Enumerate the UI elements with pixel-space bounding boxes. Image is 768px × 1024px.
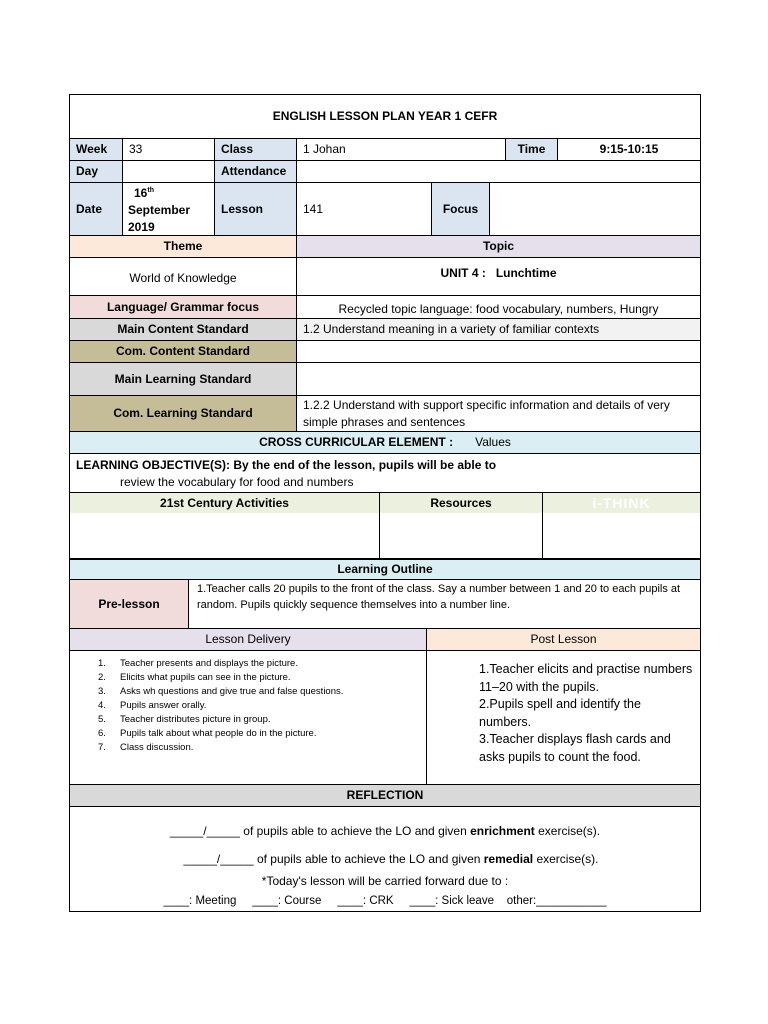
main-learning-row bbox=[70, 362, 700, 395]
main-learning-value bbox=[296, 363, 700, 395]
lesson-value: 141 bbox=[296, 183, 431, 235]
date-day: 16 bbox=[134, 186, 148, 200]
step-number: 5. bbox=[98, 714, 106, 725]
delivery-step bbox=[98, 657, 426, 671]
language-focus-row bbox=[70, 295, 700, 318]
theme-value: World of Knowledge bbox=[129, 271, 237, 285]
attendance-value bbox=[296, 161, 700, 182]
lesson-plan-table bbox=[69, 94, 701, 912]
com-content-value bbox=[296, 341, 700, 362]
delivery-step bbox=[98, 741, 426, 755]
topic-label: Topic bbox=[296, 236, 700, 257]
main-content-label: Main Content Standard bbox=[70, 319, 296, 340]
resources-value bbox=[379, 513, 542, 558]
delivery-step bbox=[98, 713, 426, 727]
step-text: Elicits what pupils can see in the picture. bbox=[120, 672, 291, 683]
time-label: Time bbox=[505, 139, 557, 160]
delivery-body bbox=[70, 650, 700, 784]
ithink-label: i-THINK bbox=[542, 493, 700, 513]
post-lesson-label: Post Lesson bbox=[426, 629, 700, 650]
com-content-row bbox=[70, 340, 700, 362]
page-title: ENGLISH LESSON PLAN YEAR 1 CEFR bbox=[272, 109, 498, 123]
language-focus-label: Language/ Grammar focus bbox=[70, 296, 296, 318]
day-label: Day bbox=[70, 161, 122, 182]
step-text: Teacher presents and displays the picture. bbox=[120, 658, 298, 669]
delivery-step bbox=[98, 699, 426, 713]
theme-topic-values bbox=[70, 257, 700, 295]
focus-value bbox=[489, 183, 700, 235]
reflection-text: exercise(s). bbox=[534, 824, 601, 838]
step-text: Class discussion. bbox=[120, 742, 194, 753]
resources-label: Resources bbox=[379, 493, 542, 513]
attendance-label: Attendance bbox=[214, 161, 296, 182]
c21-activities-value bbox=[70, 513, 379, 558]
step-text: Teacher distributes picture in group. bbox=[120, 714, 271, 725]
main-content-row bbox=[70, 318, 700, 340]
cross-curricular bbox=[70, 432, 700, 453]
pre-lesson-label: Pre-lesson bbox=[70, 580, 188, 628]
com-learning-row bbox=[70, 395, 700, 431]
pre-lesson-row bbox=[70, 579, 700, 628]
theme-label: Theme bbox=[70, 236, 296, 257]
c21-activities-label: 21st Century Activities bbox=[70, 493, 379, 513]
reflection-header bbox=[70, 784, 700, 806]
theme-topic-header bbox=[70, 235, 700, 257]
com-learning-label: Com. Learning Standard bbox=[70, 396, 296, 431]
reflection-label: REFLECTION bbox=[70, 785, 700, 806]
step-number: 7. bbox=[98, 742, 106, 753]
reflection-enrichment bbox=[70, 823, 700, 851]
learning-outline-label: Learning Outline bbox=[70, 560, 700, 579]
com-learning-value: 1.2.2 Understand with support specific information and details of very simple phrases and sentences bbox=[296, 396, 700, 431]
enrichment-label: enrichment bbox=[470, 824, 535, 838]
main-learning-label: Main Learning Standard bbox=[70, 363, 296, 395]
post-lesson-line: 1.Teacher elicits and practise numbers 11–20 with the pupils. bbox=[479, 662, 693, 694]
reflection-text: _____/_____ of pupils able to achieve the LO and given bbox=[183, 852, 484, 866]
step-number: 4. bbox=[98, 700, 106, 711]
week-label: Week bbox=[70, 139, 122, 160]
reflection-reasons: ____: Meeting ____: Course ____: CRK ____: Sick leave other:___________ bbox=[163, 895, 607, 907]
language-focus-value: Recycled topic language: food vocabulary, numbers, Hungry bbox=[296, 296, 700, 318]
post-lesson-text bbox=[426, 651, 700, 784]
step-text: Asks wh questions and give true and false questions. bbox=[120, 686, 344, 697]
delivery-header bbox=[70, 628, 700, 650]
lesson-label: Lesson bbox=[214, 183, 296, 235]
delivery-step bbox=[98, 727, 426, 741]
date-label: Date bbox=[70, 183, 122, 235]
objectives-row bbox=[70, 453, 700, 492]
ithink-value bbox=[542, 513, 700, 558]
date-month: September bbox=[128, 203, 191, 217]
title-row bbox=[70, 95, 700, 138]
step-text: Pupils answer orally. bbox=[120, 700, 207, 711]
reflection-content bbox=[70, 807, 700, 911]
reflection-text: exercise(s). bbox=[533, 852, 599, 866]
post-lesson-line: 2.Pupils spell and identify the numbers. bbox=[479, 697, 641, 729]
day-row bbox=[70, 160, 700, 182]
week-value: 33 bbox=[122, 139, 214, 160]
com-content-label: Com. Content Standard bbox=[70, 341, 296, 362]
date-value bbox=[122, 183, 214, 235]
lesson-delivery-label: Lesson Delivery bbox=[70, 629, 426, 650]
delivery-step bbox=[98, 685, 426, 699]
step-number: 3. bbox=[98, 686, 106, 697]
reflection-body bbox=[70, 806, 700, 911]
reflection-text: _____/_____ of pupils able to achieve the LO and given bbox=[169, 824, 471, 838]
cross-curricular-label: CROSS CURRICULAR ELEMENT : bbox=[259, 435, 454, 449]
objectives-label: LEARNING OBJECTIVE(S): By the end of the lesson, pupils will be able to bbox=[76, 458, 497, 472]
topic-value: UNIT 4 : Lunchtime bbox=[296, 258, 700, 295]
pre-lesson-text: 1.Teacher calls 20 pupils to the front of the class. Say a number between 1 and 20 to each pupils at random. Pupils quickly sequence themselves into a number line. bbox=[188, 580, 700, 628]
remedial-label: remedial bbox=[483, 852, 534, 866]
learning-outline-row bbox=[70, 558, 700, 579]
step-number: 1. bbox=[98, 658, 106, 669]
step-number: 6. bbox=[98, 728, 106, 739]
step-number: 2. bbox=[98, 672, 106, 683]
date-row bbox=[70, 182, 700, 235]
activities-body bbox=[70, 513, 700, 558]
date-suffix: th bbox=[147, 187, 154, 194]
objectives bbox=[70, 454, 700, 492]
date-year: 2019 bbox=[128, 220, 155, 234]
cross-curricular-row bbox=[70, 431, 700, 453]
reflection-remedial bbox=[70, 851, 700, 873]
objectives-value: review the vocabulary for food and numbers bbox=[120, 475, 354, 489]
activities-header bbox=[70, 492, 700, 513]
cross-curricular-value: Values bbox=[475, 435, 511, 449]
delivery-step bbox=[98, 671, 426, 685]
main-content-value: 1.2 Understand meaning in a variety of familiar contexts bbox=[296, 319, 700, 340]
lesson-delivery-steps bbox=[70, 651, 426, 784]
time-value: 9:15-10:15 bbox=[557, 139, 700, 160]
step-text: Pupils talk about what people do in the picture. bbox=[120, 728, 317, 739]
day-value bbox=[122, 161, 214, 182]
week-row bbox=[70, 138, 700, 160]
post-lesson-line: 3.Teacher displays flash cards and asks pupils to count the food. bbox=[479, 732, 671, 764]
class-value: 1 Johan bbox=[296, 139, 505, 160]
focus-label: Focus bbox=[431, 183, 489, 235]
class-label: Class bbox=[214, 139, 296, 160]
reflection-carried-forward: *Today's lesson will be carried forward due to : bbox=[261, 874, 509, 888]
